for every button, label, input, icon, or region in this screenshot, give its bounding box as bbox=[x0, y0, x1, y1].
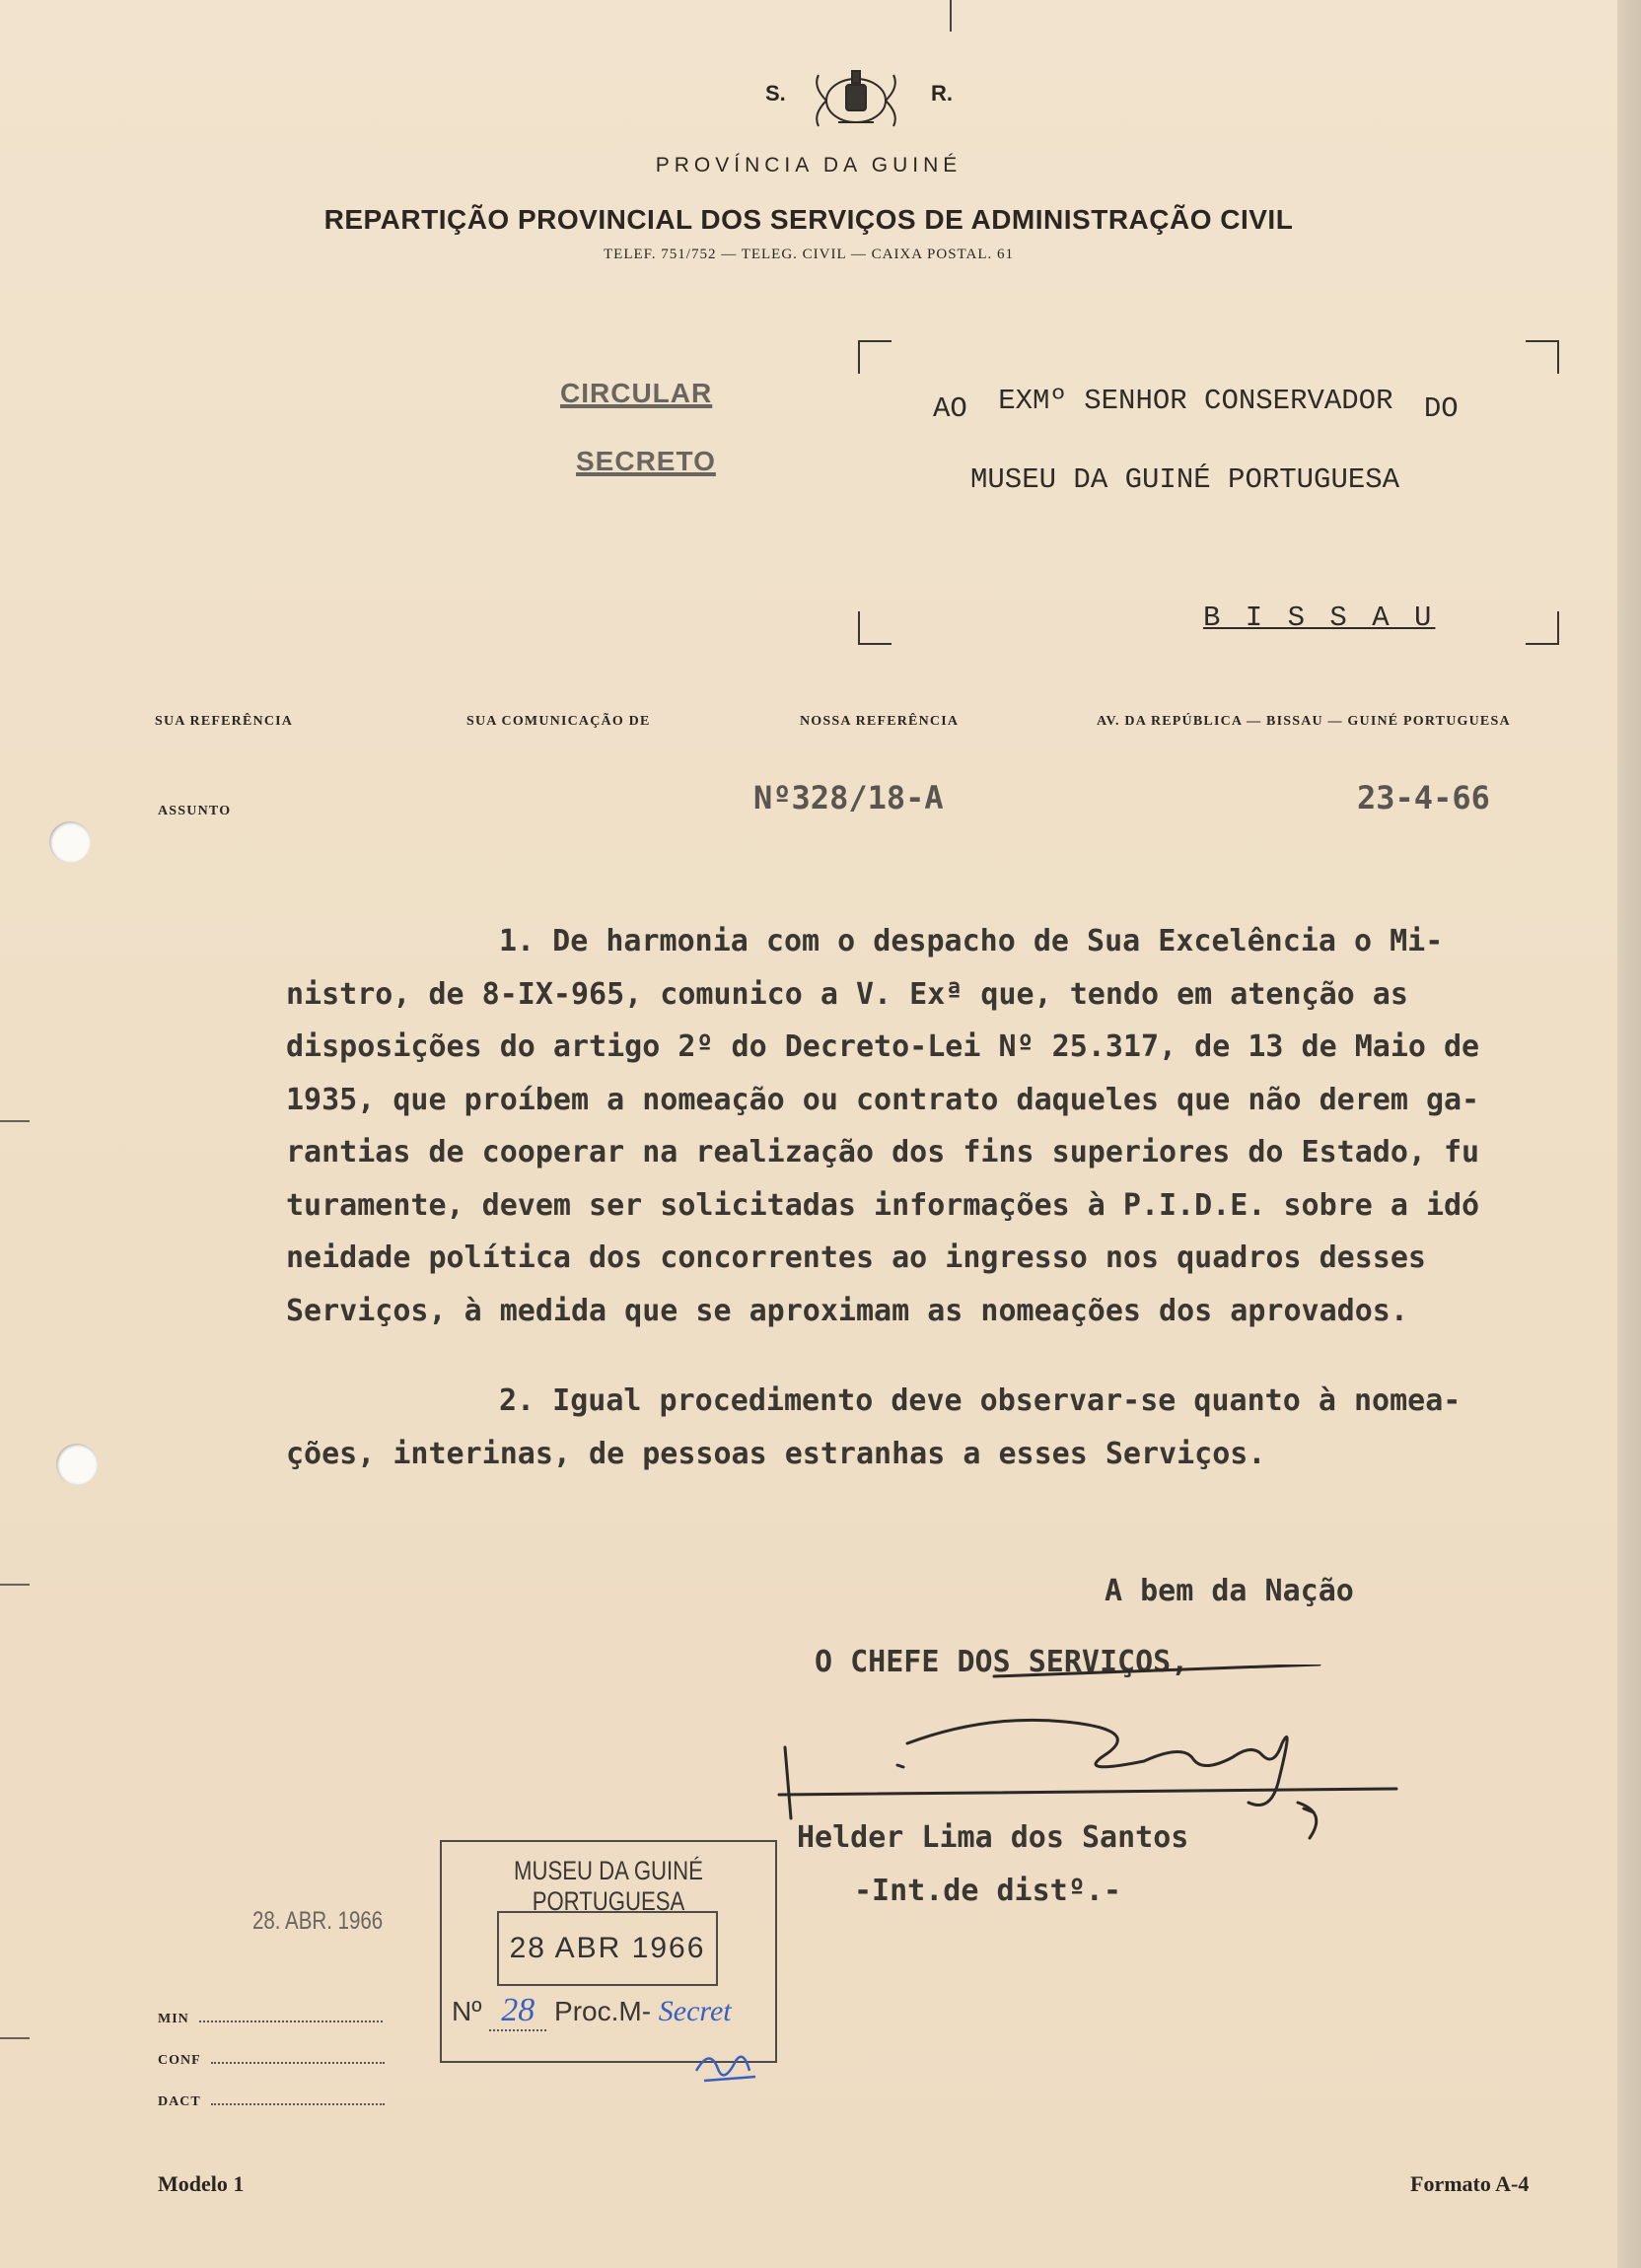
window-bracket-tl bbox=[858, 340, 892, 374]
stamp-proc-value: Secret bbox=[658, 1995, 732, 2027]
footer-format: Formato A-4 bbox=[1410, 2171, 1530, 2196]
circular-stamp: CIRCULAR bbox=[560, 378, 713, 408]
addressee-main: EXMº SENHOR CONSERVADOR bbox=[998, 385, 1393, 417]
body-line: neidade política dos concorrentes ao ingresso nos quadros desses bbox=[286, 1240, 1426, 1275]
stamp-no-label: Nº bbox=[452, 1996, 482, 2026]
body-line: nistro, de 8-IX-965, comunico a V. Exª que, tendo em atenção as bbox=[286, 976, 1408, 1012]
addressee-line1 bbox=[933, 385, 1459, 425]
min-label-text: MIN bbox=[158, 2012, 189, 2026]
salutation: A bem da Nação bbox=[1105, 1574, 1354, 1608]
margin-tick bbox=[0, 1584, 30, 1586]
province-heading: PROVÍNCIA DA GUINÉ bbox=[655, 154, 963, 177]
conf-label bbox=[158, 2053, 385, 2069]
stamp-number-line bbox=[452, 1992, 732, 2031]
min-label bbox=[158, 2012, 383, 2027]
stamp-proc-label: Proc.M- bbox=[554, 1996, 652, 2026]
label-address: AV. DA REPÚBLICA — BISSAU — GUINÉ PORTUGUESA bbox=[1097, 714, 1511, 729]
window-bracket-bl bbox=[858, 611, 892, 645]
body-line: ções, interinas, de pessoas estranhas a esses Serviços. bbox=[286, 1436, 1266, 1471]
stamp-no-value: 28 bbox=[501, 1992, 535, 2028]
label-nossa-referencia: NOSSA REFERÊNCIA bbox=[800, 714, 960, 729]
fold-mark bbox=[950, 0, 952, 32]
body-line: Serviços, à medida que se aproximam as nomeações dos aprovados. bbox=[286, 1293, 1408, 1328]
addressee-prefix: AO bbox=[933, 392, 967, 425]
museum-receipt-stamp bbox=[440, 1840, 777, 2063]
footer-model: Modelo 1 bbox=[158, 2171, 245, 2196]
punch-hole-top bbox=[49, 821, 91, 863]
label-assunto: ASSUNTO bbox=[158, 804, 232, 818]
dact-label-text: DACT bbox=[158, 2094, 201, 2109]
margin-tick bbox=[0, 1120, 30, 1122]
label-sua-referencia: SUA REFERÊNCIA bbox=[155, 714, 294, 729]
coat-of-arms-icon bbox=[809, 65, 903, 134]
window-bracket-br bbox=[1526, 611, 1559, 645]
punch-hole-bottom bbox=[56, 1444, 98, 1485]
min-field bbox=[199, 2020, 383, 2022]
addressee-line2: MUSEU DA GUINÉ PORTUGUESA bbox=[970, 463, 1400, 496]
body-paragraph-1 bbox=[286, 915, 1588, 1337]
handwritten-receipt-date: 28. ABR. 1966 bbox=[252, 1907, 384, 1935]
addressee-suffix: DO bbox=[1423, 392, 1459, 425]
label-sua-comunicacao: SUA COMUNICAÇÃO DE bbox=[466, 714, 651, 729]
dact-label bbox=[158, 2094, 385, 2110]
body-paragraph-2 bbox=[286, 1375, 1588, 1480]
conf-field bbox=[211, 2062, 385, 2064]
body-line: 2. Igual procedimento deve observar-se quanto à nomea- bbox=[499, 1383, 1462, 1418]
stamp-date: 28 ABR 1966 bbox=[497, 1911, 718, 1986]
reference-number: Nº328/18-A bbox=[753, 779, 944, 816]
stamp-no-field bbox=[489, 1992, 546, 2031]
body-line: 1935, que proíbem a nomeação ou contrato daqueles que não derem ga- bbox=[286, 1082, 1480, 1117]
handwritten-initials bbox=[686, 2041, 775, 2091]
window-bracket-tr bbox=[1526, 340, 1559, 374]
letterhead-s: S. bbox=[765, 81, 786, 106]
conf-label-text: CONF bbox=[158, 2053, 201, 2068]
body-line: turamente, devem ser solicitadas informações à P.I.D.E. sobre a idó bbox=[286, 1187, 1480, 1223]
contacts-line: TELEF. 751/752 — TELEG. CIVIL — CAIXA POSTAL. 61 bbox=[604, 247, 1014, 262]
body-line: rantias de cooperar na realização dos fins superiores do Estado, fu bbox=[286, 1135, 1480, 1169]
stamp-title: MUSEU DA GUINÉ PORTUGUESA bbox=[514, 1856, 703, 1916]
body-line: 1. De harmonia com o despacho de Sua Excelência o Mi- bbox=[499, 924, 1444, 958]
signatory-name: Helder Lima dos Santos bbox=[797, 1820, 1189, 1855]
secret-stamp: SECRETO bbox=[576, 446, 716, 476]
dact-field bbox=[211, 2103, 385, 2105]
letterhead-r: R. bbox=[931, 81, 953, 106]
signatory-title: O CHEFE DOS SERVIÇOS, bbox=[815, 1645, 1189, 1679]
body-line: disposições do artigo 2º do Decreto-Lei Nº 25.317, de 13 de Maio de bbox=[286, 1029, 1480, 1064]
office-heading: REPARTIÇÃO PROVINCIAL DOS SERVIÇOS DE ADMINISTRAÇÃO CIVIL bbox=[323, 204, 1294, 235]
signatory-role: -Int.de distº.- bbox=[854, 1874, 1121, 1908]
page-edge bbox=[1617, 0, 1641, 2268]
addressee-city: B I S S A U bbox=[1203, 602, 1436, 634]
margin-tick bbox=[0, 2037, 30, 2039]
letter-date: 23-4-66 bbox=[1357, 779, 1490, 816]
